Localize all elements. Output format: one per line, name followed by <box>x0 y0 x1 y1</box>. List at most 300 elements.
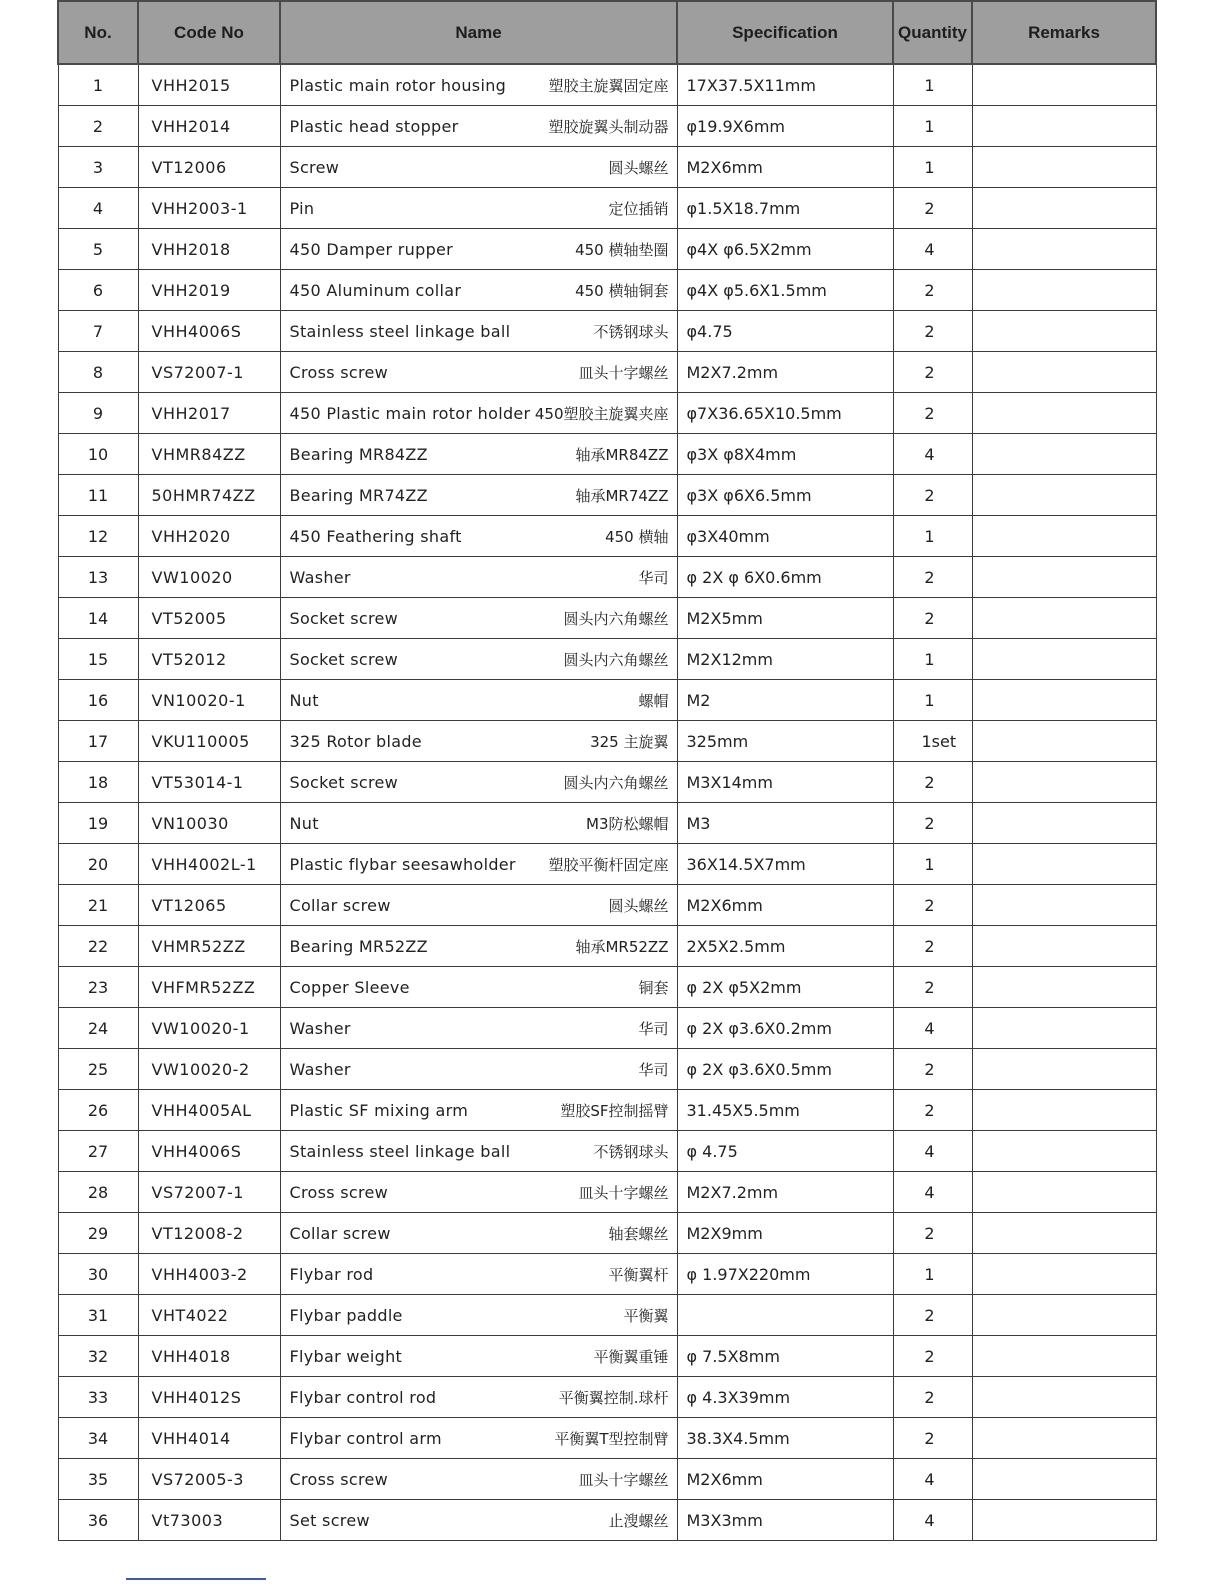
name-english: Plastic main rotor housing <box>289 75 507 95</box>
name-english: Bearing MR84ZZ <box>289 444 428 464</box>
cell-no: 19 <box>58 803 138 844</box>
name-chinese: 华司 <box>638 1060 669 1079</box>
cell-code: VT53014-1 <box>138 762 280 803</box>
cell-name <box>280 434 677 475</box>
cell-code: VT52012 <box>138 639 280 680</box>
cell-remarks <box>972 680 1156 721</box>
name-english: Collar screw <box>289 895 391 915</box>
cell-qty: 2 <box>893 926 972 967</box>
name-english: Flybar control arm <box>289 1428 442 1448</box>
name-wrap <box>290 649 669 670</box>
table-row <box>58 1500 1156 1541</box>
cell-name <box>280 1049 677 1090</box>
cell-spec: φ 7.5X8mm <box>677 1336 893 1377</box>
cell-qty: 2 <box>893 393 972 434</box>
cell-spec: φ7X36.65X10.5mm <box>677 393 893 434</box>
table-row <box>58 885 1156 926</box>
table-row <box>58 188 1156 229</box>
cell-remarks <box>972 926 1156 967</box>
header-remarks: Remarks <box>972 1 1156 64</box>
cell-code: VHMR84ZZ <box>138 434 280 475</box>
header-spec: Specification <box>677 1 893 64</box>
cell-spec: M2X9mm <box>677 1213 893 1254</box>
cell-name <box>280 762 677 803</box>
cell-spec: M3X3mm <box>677 1500 893 1541</box>
cell-name <box>280 106 677 147</box>
cell-name <box>280 598 677 639</box>
cell-no: 12 <box>58 516 138 557</box>
cell-no: 5 <box>58 229 138 270</box>
table-row <box>58 352 1156 393</box>
cell-no: 15 <box>58 639 138 680</box>
cell-spec: M2X6mm <box>677 1459 893 1500</box>
cell-code: VS72007-1 <box>138 352 280 393</box>
header-row <box>58 1 1156 64</box>
cell-qty: 2 <box>893 1049 972 1090</box>
cell-no: 27 <box>58 1131 138 1172</box>
table-row <box>58 270 1156 311</box>
cell-no: 17 <box>58 721 138 762</box>
table-row <box>58 557 1156 598</box>
table-header <box>58 1 1156 64</box>
cell-code: VHFMR52ZZ <box>138 967 280 1008</box>
name-english: Plastic head stopper <box>289 116 459 136</box>
cell-name <box>280 1131 677 1172</box>
name-wrap <box>290 1223 669 1244</box>
cell-name <box>280 393 677 434</box>
name-wrap <box>290 116 669 137</box>
cell-name <box>280 147 677 188</box>
cell-no: 36 <box>58 1500 138 1541</box>
name-chinese: 螺帽 <box>638 691 669 710</box>
parts-table <box>57 0 1157 1541</box>
cell-spec: φ4X φ6.5X2mm <box>677 229 893 270</box>
cell-qty: 2 <box>893 1295 972 1336</box>
cell-name <box>280 639 677 680</box>
cell-qty: 4 <box>893 1459 972 1500</box>
cell-name <box>280 803 677 844</box>
cell-name <box>280 1500 677 1541</box>
name-chinese: 圆头螺丝 <box>608 158 669 177</box>
cell-remarks <box>972 352 1156 393</box>
cell-qty: 1 <box>893 844 972 885</box>
name-wrap <box>290 1469 669 1490</box>
cell-no: 1 <box>58 64 138 106</box>
header-no: No. <box>58 1 138 64</box>
cell-name <box>280 1377 677 1418</box>
cell-spec: φ3X40mm <box>677 516 893 557</box>
cell-remarks <box>972 1295 1156 1336</box>
name-english: 450 Feathering shaft <box>289 526 462 546</box>
cell-remarks <box>972 393 1156 434</box>
name-wrap <box>290 567 669 588</box>
cell-qty: 2 <box>893 803 972 844</box>
cell-name <box>280 1213 677 1254</box>
header-code: Code No <box>138 1 280 64</box>
name-wrap <box>290 1387 669 1408</box>
cell-remarks <box>972 1336 1156 1377</box>
cell-qty: 4 <box>893 1172 972 1213</box>
name-chinese: 450 横轴垫圈 <box>575 240 669 259</box>
cell-no: 6 <box>58 270 138 311</box>
name-english: 325 Rotor blade <box>289 731 422 751</box>
name-chinese: M3防松螺帽 <box>586 814 669 833</box>
cell-spec: M2X6mm <box>677 885 893 926</box>
cell-spec: M2X12mm <box>677 639 893 680</box>
cell-remarks <box>972 1008 1156 1049</box>
cell-spec: M2X6mm <box>677 147 893 188</box>
cell-remarks <box>972 147 1156 188</box>
name-wrap <box>290 198 669 219</box>
cell-qty: 1 <box>893 64 972 106</box>
table-row <box>58 844 1156 885</box>
cell-remarks <box>972 1459 1156 1500</box>
cell-no: 29 <box>58 1213 138 1254</box>
name-wrap <box>290 608 669 629</box>
name-chinese: 325 主旋翼 <box>590 732 669 751</box>
cell-qty: 2 <box>893 1418 972 1459</box>
table-row <box>58 762 1156 803</box>
name-chinese: 450塑胶主旋翼夹座 <box>534 404 669 423</box>
table-row <box>58 106 1156 147</box>
cell-name <box>280 557 677 598</box>
cell-remarks <box>972 844 1156 885</box>
name-english: Stainless steel linkage ball <box>289 1141 511 1161</box>
name-english: Nut <box>289 690 319 710</box>
cell-name <box>280 1254 677 1295</box>
cell-no: 13 <box>58 557 138 598</box>
cell-name <box>280 1008 677 1049</box>
cell-spec: M3 <box>677 803 893 844</box>
cell-qty: 2 <box>893 1377 972 1418</box>
name-chinese: 平衡翼重锤 <box>593 1347 669 1366</box>
table-row <box>58 926 1156 967</box>
name-wrap <box>290 1264 669 1285</box>
cell-remarks <box>972 270 1156 311</box>
cell-name <box>280 516 677 557</box>
name-wrap <box>290 403 669 424</box>
table-row <box>58 721 1156 762</box>
cell-spec: M2X7.2mm <box>677 1172 893 1213</box>
table-row <box>58 393 1156 434</box>
name-english: Flybar control rod <box>289 1387 437 1407</box>
name-chinese: 铜套 <box>638 978 669 997</box>
cell-qty: 2 <box>893 762 972 803</box>
cell-spec: φ4.75 <box>677 311 893 352</box>
cell-spec: 31.45X5.5mm <box>677 1090 893 1131</box>
cell-code: VHH4014 <box>138 1418 280 1459</box>
name-english: 450 Damper rupper <box>289 239 454 259</box>
cell-qty: 2 <box>893 270 972 311</box>
cell-no: 26 <box>58 1090 138 1131</box>
cell-name <box>280 844 677 885</box>
name-wrap <box>290 936 669 957</box>
name-english: 450 Aluminum collar <box>289 280 462 300</box>
table-row <box>58 1131 1156 1172</box>
table-row <box>58 229 1156 270</box>
cell-code: 50HMR74ZZ <box>138 475 280 516</box>
cell-remarks <box>972 1131 1156 1172</box>
cell-no: 23 <box>58 967 138 1008</box>
name-wrap <box>290 977 669 998</box>
cell-code: VHH2014 <box>138 106 280 147</box>
cell-no: 8 <box>58 352 138 393</box>
cell-spec: φ 2X φ3.6X0.5mm <box>677 1049 893 1090</box>
name-chinese: 定位插销 <box>608 199 669 218</box>
cell-name <box>280 475 677 516</box>
cell-remarks <box>972 1172 1156 1213</box>
name-english: Washer <box>289 1059 351 1079</box>
name-chinese: 不锈钢球头 <box>593 322 669 341</box>
name-english: Nut <box>289 813 319 833</box>
name-chinese: 圆头内六角螺丝 <box>563 650 669 669</box>
cell-qty: 1set <box>893 721 972 762</box>
table-row <box>58 64 1156 106</box>
cell-name <box>280 1418 677 1459</box>
name-wrap <box>290 280 669 301</box>
cell-no: 25 <box>58 1049 138 1090</box>
name-wrap <box>290 526 669 547</box>
cell-remarks <box>972 557 1156 598</box>
cell-remarks <box>972 967 1156 1008</box>
cell-remarks <box>972 762 1156 803</box>
name-english: Washer <box>289 1018 351 1038</box>
cell-code: VT52005 <box>138 598 280 639</box>
name-chinese: 450 横轴 <box>605 527 669 546</box>
cell-name <box>280 64 677 106</box>
cell-name <box>280 1336 677 1377</box>
cell-spec: φ19.9X6mm <box>677 106 893 147</box>
name-wrap <box>290 1346 669 1367</box>
name-english: Cross screw <box>289 1182 389 1202</box>
cell-name <box>280 967 677 1008</box>
cell-no: 14 <box>58 598 138 639</box>
name-english: Cross screw <box>289 362 389 382</box>
cell-qty: 1 <box>893 106 972 147</box>
cell-code: VT12006 <box>138 147 280 188</box>
name-english: Collar screw <box>289 1223 391 1243</box>
cell-spec: M3X14mm <box>677 762 893 803</box>
cell-no: 21 <box>58 885 138 926</box>
cell-code: VHH4012S <box>138 1377 280 1418</box>
name-wrap <box>290 1510 669 1531</box>
name-chinese: 不锈钢球头 <box>593 1142 669 1161</box>
name-english: Washer <box>289 567 351 587</box>
cell-name <box>280 926 677 967</box>
cell-code: VHH4005AL <box>138 1090 280 1131</box>
cell-qty: 4 <box>893 229 972 270</box>
name-chinese: 轴承MR52ZZ <box>575 937 669 956</box>
name-english: Cross screw <box>289 1469 389 1489</box>
cell-name <box>280 1459 677 1500</box>
name-wrap <box>290 1428 669 1449</box>
cell-no: 18 <box>58 762 138 803</box>
cell-spec: φ 2X φ5X2mm <box>677 967 893 1008</box>
table-row <box>58 434 1156 475</box>
table-row <box>58 1008 1156 1049</box>
cell-name <box>280 270 677 311</box>
cell-qty: 2 <box>893 557 972 598</box>
cell-qty: 4 <box>893 1008 972 1049</box>
name-english: Socket screw <box>289 772 399 792</box>
cell-code: VS72005-3 <box>138 1459 280 1500</box>
cell-remarks <box>972 229 1156 270</box>
table-row <box>58 1213 1156 1254</box>
table-row <box>58 1459 1156 1500</box>
cell-spec: 2X5X2.5mm <box>677 926 893 967</box>
name-english: Flybar rod <box>289 1264 374 1284</box>
cell-qty: 2 <box>893 1336 972 1377</box>
link-underline <box>126 1578 266 1580</box>
name-chinese: 皿头十字螺丝 <box>578 363 669 382</box>
table-row <box>58 311 1156 352</box>
cell-qty: 1 <box>893 680 972 721</box>
cell-qty: 2 <box>893 1213 972 1254</box>
name-wrap <box>290 75 669 96</box>
name-wrap <box>290 362 669 383</box>
name-chinese: 皿头十字螺丝 <box>578 1183 669 1202</box>
cell-remarks <box>972 516 1156 557</box>
name-chinese: 圆头螺丝 <box>608 896 669 915</box>
name-wrap <box>290 731 669 752</box>
cell-code: VHH4018 <box>138 1336 280 1377</box>
name-wrap <box>290 1059 669 1080</box>
name-english: Bearing MR74ZZ <box>289 485 428 505</box>
cell-spec: M2 <box>677 680 893 721</box>
name-wrap <box>290 813 669 834</box>
cell-remarks <box>972 1500 1156 1541</box>
cell-code: VHMR52ZZ <box>138 926 280 967</box>
table-row <box>58 967 1156 1008</box>
cell-name <box>280 188 677 229</box>
cell-code: VHH2020 <box>138 516 280 557</box>
name-english: Screw <box>289 157 340 177</box>
cell-remarks <box>972 803 1156 844</box>
name-english: Plastic SF mixing arm <box>289 1100 469 1120</box>
cell-name <box>280 721 677 762</box>
cell-code: VHH4006S <box>138 1131 280 1172</box>
cell-qty: 2 <box>893 967 972 1008</box>
table-row <box>58 639 1156 680</box>
name-chinese: 平衡翼 <box>623 1306 669 1325</box>
name-english: Socket screw <box>289 608 399 628</box>
cell-no: 32 <box>58 1336 138 1377</box>
cell-code: VKU110005 <box>138 721 280 762</box>
name-wrap <box>290 239 669 260</box>
name-wrap <box>290 1141 669 1162</box>
name-chinese: 轴承MR84ZZ <box>575 445 669 464</box>
cell-no: 11 <box>58 475 138 516</box>
table-row <box>58 1295 1156 1336</box>
name-english: Set screw <box>289 1510 370 1530</box>
name-chinese: 450 横轴铜套 <box>575 281 669 300</box>
name-chinese: 平衡翼控制.球杆 <box>558 1388 669 1407</box>
cell-no: 16 <box>58 680 138 721</box>
name-wrap <box>290 772 669 793</box>
cell-qty: 1 <box>893 147 972 188</box>
cell-no: 33 <box>58 1377 138 1418</box>
cell-qty: 1 <box>893 639 972 680</box>
name-wrap <box>290 1100 669 1121</box>
cell-remarks <box>972 1049 1156 1090</box>
name-wrap <box>290 444 669 465</box>
name-chinese: 止溲螺丝 <box>608 1511 669 1530</box>
cell-remarks <box>972 311 1156 352</box>
cell-spec: M2X5mm <box>677 598 893 639</box>
cell-qty: 2 <box>893 598 972 639</box>
table-body <box>58 64 1156 1541</box>
name-chinese: 轴套螺丝 <box>608 1224 669 1243</box>
cell-remarks <box>972 885 1156 926</box>
cell-no: 3 <box>58 147 138 188</box>
name-wrap <box>290 1018 669 1039</box>
cell-code: Vt73003 <box>138 1500 280 1541</box>
name-chinese: 华司 <box>638 568 669 587</box>
cell-code: VHH2018 <box>138 229 280 270</box>
table-row <box>58 1090 1156 1131</box>
table-row <box>58 475 1156 516</box>
cell-spec: φ 1.97X220mm <box>677 1254 893 1295</box>
name-english: Flybar paddle <box>289 1305 403 1325</box>
name-chinese: 圆头内六角螺丝 <box>563 609 669 628</box>
cell-remarks <box>972 639 1156 680</box>
cell-qty: 4 <box>893 1500 972 1541</box>
table-row <box>58 516 1156 557</box>
cell-remarks <box>972 1090 1156 1131</box>
name-chinese: 塑胶主旋翼固定座 <box>548 76 669 95</box>
cell-remarks <box>972 434 1156 475</box>
name-english: Flybar weight <box>289 1346 403 1366</box>
cell-code: VHH2003-1 <box>138 188 280 229</box>
cell-no: 9 <box>58 393 138 434</box>
cell-no: 4 <box>58 188 138 229</box>
name-chinese: 塑胶平衡杆固定座 <box>548 855 669 874</box>
cell-code: VHH2017 <box>138 393 280 434</box>
cell-no: 2 <box>58 106 138 147</box>
table-row <box>58 680 1156 721</box>
cell-no: 24 <box>58 1008 138 1049</box>
table-row <box>58 1377 1156 1418</box>
cell-code: VHT4022 <box>138 1295 280 1336</box>
cell-code: VHH4003-2 <box>138 1254 280 1295</box>
cell-qty: 2 <box>893 311 972 352</box>
name-english: 450 Plastic main rotor holder <box>289 403 531 423</box>
cell-no: 7 <box>58 311 138 352</box>
table-row <box>58 1254 1156 1295</box>
cell-spec: φ 2X φ 6X0.6mm <box>677 557 893 598</box>
name-chinese: 轴承MR74ZZ <box>575 486 669 505</box>
cell-name <box>280 680 677 721</box>
cell-remarks <box>972 1254 1156 1295</box>
name-chinese: 皿头十字螺丝 <box>578 1470 669 1489</box>
name-wrap <box>290 854 669 875</box>
cell-spec: φ1.5X18.7mm <box>677 188 893 229</box>
cell-spec: φ3X φ6X6.5mm <box>677 475 893 516</box>
cell-code: VT12008-2 <box>138 1213 280 1254</box>
name-english: Bearing MR52ZZ <box>289 936 428 956</box>
name-chinese: 平衡翼T型控制臂 <box>554 1429 669 1448</box>
cell-name <box>280 229 677 270</box>
name-english: Copper Sleeve <box>289 977 410 997</box>
table-row <box>58 803 1156 844</box>
cell-remarks <box>972 475 1156 516</box>
cell-spec: 17X37.5X11mm <box>677 64 893 106</box>
table-row <box>58 598 1156 639</box>
cell-qty: 2 <box>893 475 972 516</box>
cell-remarks <box>972 188 1156 229</box>
table-row <box>58 147 1156 188</box>
cell-code: VT12065 <box>138 885 280 926</box>
